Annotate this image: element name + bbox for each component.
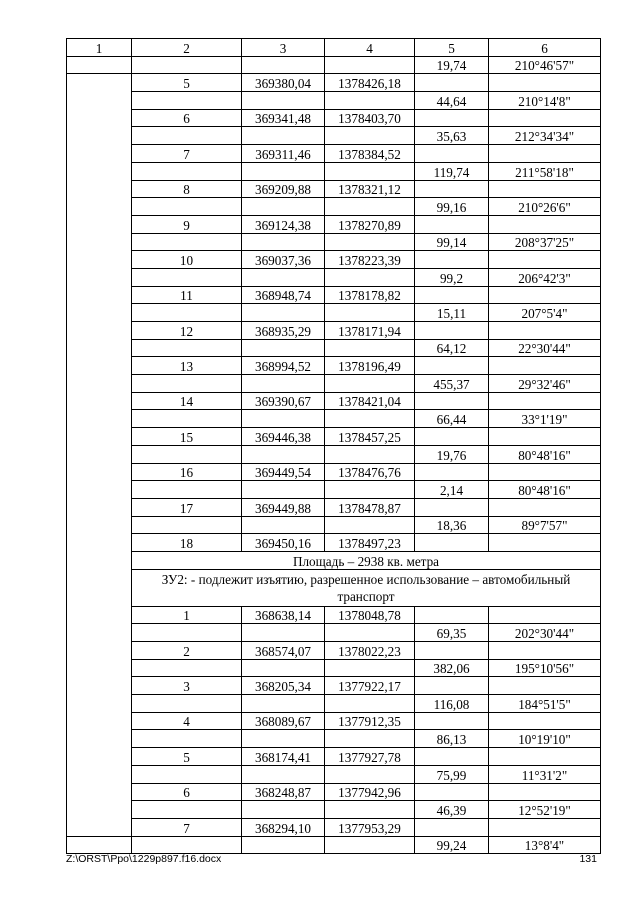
distance-cell: 19,74 [415, 56, 489, 74]
y-coordinate-cell: 1377922,17 [325, 677, 415, 695]
header-cell: 2 [132, 39, 242, 57]
point-number-cell [132, 375, 242, 393]
point-number-cell: 4 [132, 712, 242, 730]
bearing-cell: 211°58'18" [489, 162, 601, 180]
distance-cell [415, 534, 489, 552]
point-number-cell: 15 [132, 428, 242, 446]
table-row [67, 677, 601, 695]
footer-page-number: 131 [579, 853, 597, 865]
table-row [67, 534, 601, 552]
table-row [67, 410, 601, 428]
x-coordinate-cell: 369311,46 [242, 145, 325, 163]
point-number-cell [132, 339, 242, 357]
table-row [67, 198, 601, 216]
distance-cell [415, 463, 489, 481]
point-number-cell [132, 233, 242, 251]
point-number-cell [132, 481, 242, 499]
table-row [67, 481, 601, 499]
y-coordinate-cell: 1378270,89 [325, 215, 415, 233]
y-coordinate-cell: 1378403,70 [325, 109, 415, 127]
bearing-cell: 13°8'4" [489, 836, 601, 854]
coordinates-table [66, 38, 601, 854]
table-row [67, 357, 601, 375]
section-number-cell [67, 56, 132, 74]
distance-cell: 19,76 [415, 445, 489, 463]
x-coordinate-cell [242, 268, 325, 286]
table-row [67, 392, 601, 410]
table-row [67, 712, 601, 730]
x-coordinate-cell: 368205,34 [242, 677, 325, 695]
bearing-cell [489, 392, 601, 410]
table-row [67, 836, 601, 854]
bearing-cell [489, 498, 601, 516]
area-summary: Площадь – 2938 кв. метра [132, 551, 601, 569]
header-cell: 3 [242, 39, 325, 57]
bearing-cell [489, 818, 601, 836]
table-row [67, 783, 601, 801]
table-row [67, 304, 601, 322]
bearing-cell: 202°30'44" [489, 624, 601, 642]
coordinates-table-body [67, 39, 601, 854]
distance-cell [415, 109, 489, 127]
point-number-cell [132, 695, 242, 713]
bearing-cell: 210°14'8" [489, 92, 601, 110]
point-number-cell [132, 765, 242, 783]
y-coordinate-cell [325, 304, 415, 322]
bearing-cell [489, 74, 601, 92]
section-number-cell [67, 74, 132, 836]
y-coordinate-cell: 1378171,94 [325, 322, 415, 340]
x-coordinate-cell [242, 127, 325, 145]
point-number-cell [132, 268, 242, 286]
point-number-cell: 5 [132, 748, 242, 766]
distance-cell: 116,08 [415, 695, 489, 713]
point-number-cell: 7 [132, 145, 242, 163]
x-coordinate-cell: 369390,67 [242, 392, 325, 410]
x-coordinate-cell: 369124,38 [242, 215, 325, 233]
bearing-cell [489, 748, 601, 766]
point-number-cell: 3 [132, 677, 242, 695]
x-coordinate-cell [242, 765, 325, 783]
point-number-cell: 5 [132, 74, 242, 92]
bearing-cell [489, 642, 601, 660]
distance-cell: 86,13 [415, 730, 489, 748]
point-number-cell [132, 304, 242, 322]
header-cell: 5 [415, 39, 489, 57]
table-row [67, 659, 601, 677]
bearing-cell [489, 606, 601, 624]
table-row [67, 74, 601, 92]
distance-cell [415, 392, 489, 410]
bearing-cell: 29°32'46" [489, 375, 601, 393]
x-coordinate-cell: 369449,88 [242, 498, 325, 516]
x-coordinate-cell: 368574,07 [242, 642, 325, 660]
table-row [67, 428, 601, 446]
bearing-cell [489, 534, 601, 552]
y-coordinate-cell: 1378476,76 [325, 463, 415, 481]
y-coordinate-cell [325, 836, 415, 854]
point-number-cell [132, 56, 242, 74]
distance-cell [415, 606, 489, 624]
x-coordinate-cell [242, 56, 325, 74]
distance-cell [415, 712, 489, 730]
bearing-cell [489, 712, 601, 730]
table-header-row [67, 39, 601, 57]
y-coordinate-cell: 1378196,49 [325, 357, 415, 375]
y-coordinate-cell [325, 730, 415, 748]
distance-cell: 64,12 [415, 339, 489, 357]
x-coordinate-cell [242, 624, 325, 642]
bearing-cell [489, 322, 601, 340]
table-row [67, 268, 601, 286]
distance-cell [415, 286, 489, 304]
x-coordinate-cell [242, 695, 325, 713]
point-number-cell: 12 [132, 322, 242, 340]
point-number-cell [132, 730, 242, 748]
table-row [67, 339, 601, 357]
y-coordinate-cell: 1378223,39 [325, 251, 415, 269]
y-coordinate-cell [325, 481, 415, 499]
point-number-cell: 17 [132, 498, 242, 516]
distance-cell [415, 74, 489, 92]
distance-cell [415, 357, 489, 375]
distance-cell [415, 642, 489, 660]
bearing-cell: 80°48'16" [489, 481, 601, 499]
table-row [67, 642, 601, 660]
point-number-cell [132, 127, 242, 145]
area-summary-row [67, 551, 601, 569]
x-coordinate-cell [242, 730, 325, 748]
y-coordinate-cell [325, 127, 415, 145]
x-coordinate-cell [242, 410, 325, 428]
y-coordinate-cell [325, 516, 415, 534]
y-coordinate-cell: 1378426,18 [325, 74, 415, 92]
table-row [67, 180, 601, 198]
y-coordinate-cell [325, 268, 415, 286]
x-coordinate-cell: 369341,48 [242, 109, 325, 127]
distance-cell: 15,11 [415, 304, 489, 322]
section-heading: ЗУ2: - подлежит изъятию, разрешенное использование – автомобильный транспорт [132, 569, 601, 606]
table-row [67, 109, 601, 127]
table-row [67, 463, 601, 481]
bearing-cell: 195°10'56" [489, 659, 601, 677]
y-coordinate-cell [325, 56, 415, 74]
distance-cell [415, 818, 489, 836]
bearing-cell [489, 463, 601, 481]
point-number-cell [132, 92, 242, 110]
x-coordinate-cell [242, 339, 325, 357]
footer-file-path: Z:\ORST\Ppo\1229p897.f16.docx [66, 853, 222, 865]
x-coordinate-cell [242, 198, 325, 216]
bearing-cell [489, 428, 601, 446]
table-row [67, 162, 601, 180]
x-coordinate-cell: 368638,14 [242, 606, 325, 624]
y-coordinate-cell [325, 801, 415, 819]
distance-cell [415, 180, 489, 198]
bearing-cell: 212°34'34" [489, 127, 601, 145]
table-row [67, 606, 601, 624]
table-row [67, 251, 601, 269]
y-coordinate-cell [325, 445, 415, 463]
bearing-cell [489, 783, 601, 801]
distance-cell: 46,39 [415, 801, 489, 819]
bearing-cell [489, 357, 601, 375]
y-coordinate-cell [325, 233, 415, 251]
bearing-cell: 22°30'44" [489, 339, 601, 357]
table-row [67, 498, 601, 516]
y-coordinate-cell: 1378178,82 [325, 286, 415, 304]
point-number-cell [132, 801, 242, 819]
table-row [67, 322, 601, 340]
x-coordinate-cell [242, 801, 325, 819]
x-coordinate-cell [242, 162, 325, 180]
x-coordinate-cell [242, 304, 325, 322]
y-coordinate-cell [325, 339, 415, 357]
point-number-cell: 16 [132, 463, 242, 481]
distance-cell [415, 748, 489, 766]
header-cell: 6 [489, 39, 601, 57]
point-number-cell: 13 [132, 357, 242, 375]
y-coordinate-cell: 1378478,87 [325, 498, 415, 516]
table-row [67, 145, 601, 163]
y-coordinate-cell [325, 624, 415, 642]
distance-cell: 455,37 [415, 375, 489, 393]
x-coordinate-cell: 368248,87 [242, 783, 325, 801]
bearing-cell: 33°1'19" [489, 410, 601, 428]
point-number-cell: 10 [132, 251, 242, 269]
table-row [67, 127, 601, 145]
bearing-cell [489, 677, 601, 695]
distance-cell: 382,06 [415, 659, 489, 677]
bearing-cell [489, 180, 601, 198]
section-number-cell [67, 836, 132, 854]
distance-cell: 99,2 [415, 268, 489, 286]
bearing-cell [489, 286, 601, 304]
y-coordinate-cell: 1378457,25 [325, 428, 415, 446]
x-coordinate-cell: 368948,74 [242, 286, 325, 304]
x-coordinate-cell: 368294,10 [242, 818, 325, 836]
distance-cell: 119,74 [415, 162, 489, 180]
point-number-cell: 6 [132, 783, 242, 801]
distance-cell: 69,35 [415, 624, 489, 642]
y-coordinate-cell [325, 765, 415, 783]
table-row [67, 624, 601, 642]
point-number-cell [132, 410, 242, 428]
y-coordinate-cell: 1378497,23 [325, 534, 415, 552]
bearing-cell [489, 215, 601, 233]
bearing-cell [489, 251, 601, 269]
table-row [67, 286, 601, 304]
distance-cell: 44,64 [415, 92, 489, 110]
table-row [67, 375, 601, 393]
y-coordinate-cell [325, 162, 415, 180]
bearing-cell: 208°37'25" [489, 233, 601, 251]
x-coordinate-cell [242, 92, 325, 110]
y-coordinate-cell: 1377912,35 [325, 712, 415, 730]
x-coordinate-cell [242, 481, 325, 499]
bearing-cell: 184°51'5" [489, 695, 601, 713]
point-number-cell: 18 [132, 534, 242, 552]
y-coordinate-cell: 1378421,04 [325, 392, 415, 410]
x-coordinate-cell [242, 516, 325, 534]
point-number-cell [132, 836, 242, 854]
bearing-cell: 210°46'57" [489, 56, 601, 74]
table-row [67, 801, 601, 819]
x-coordinate-cell: 369380,04 [242, 74, 325, 92]
distance-cell [415, 322, 489, 340]
point-number-cell: 7 [132, 818, 242, 836]
y-coordinate-cell [325, 659, 415, 677]
distance-cell [415, 251, 489, 269]
x-coordinate-cell: 368174,41 [242, 748, 325, 766]
header-cell: 1 [67, 39, 132, 57]
bearing-cell: 210°26'6" [489, 198, 601, 216]
x-coordinate-cell [242, 836, 325, 854]
x-coordinate-cell: 369449,54 [242, 463, 325, 481]
table-row [67, 92, 601, 110]
y-coordinate-cell [325, 198, 415, 216]
point-number-cell [132, 624, 242, 642]
point-number-cell: 2 [132, 642, 242, 660]
x-coordinate-cell: 369450,16 [242, 534, 325, 552]
table-row [67, 215, 601, 233]
point-number-cell: 8 [132, 180, 242, 198]
distance-cell [415, 145, 489, 163]
y-coordinate-cell: 1378022,23 [325, 642, 415, 660]
y-coordinate-cell: 1378384,52 [325, 145, 415, 163]
distance-cell: 99,24 [415, 836, 489, 854]
table-row [67, 748, 601, 766]
section-heading-row [67, 569, 601, 606]
x-coordinate-cell [242, 375, 325, 393]
x-coordinate-cell: 368994,52 [242, 357, 325, 375]
y-coordinate-cell [325, 695, 415, 713]
y-coordinate-cell: 1377942,96 [325, 783, 415, 801]
distance-cell: 18,36 [415, 516, 489, 534]
point-number-cell: 9 [132, 215, 242, 233]
x-coordinate-cell: 368935,29 [242, 322, 325, 340]
distance-cell: 75,99 [415, 765, 489, 783]
bearing-cell: 206°42'3" [489, 268, 601, 286]
x-coordinate-cell: 369446,38 [242, 428, 325, 446]
distance-cell [415, 498, 489, 516]
table-row [67, 445, 601, 463]
distance-cell: 99,16 [415, 198, 489, 216]
distance-cell [415, 783, 489, 801]
y-coordinate-cell: 1377927,78 [325, 748, 415, 766]
bearing-cell: 12°52'19" [489, 801, 601, 819]
bearing-cell [489, 145, 601, 163]
distance-cell: 35,63 [415, 127, 489, 145]
y-coordinate-cell [325, 92, 415, 110]
x-coordinate-cell [242, 659, 325, 677]
x-coordinate-cell [242, 445, 325, 463]
header-cell: 4 [325, 39, 415, 57]
distance-cell: 66,44 [415, 410, 489, 428]
x-coordinate-cell: 368089,67 [242, 712, 325, 730]
distance-cell: 2,14 [415, 481, 489, 499]
x-coordinate-cell [242, 233, 325, 251]
table-row [67, 695, 601, 713]
table-row [67, 233, 601, 251]
distance-cell [415, 215, 489, 233]
distance-cell [415, 428, 489, 446]
point-number-cell: 6 [132, 109, 242, 127]
bearing-cell: 207°5'4" [489, 304, 601, 322]
bearing-cell: 11°31'2" [489, 765, 601, 783]
bearing-cell [489, 109, 601, 127]
distance-cell [415, 677, 489, 695]
y-coordinate-cell [325, 410, 415, 428]
y-coordinate-cell: 1377953,29 [325, 818, 415, 836]
x-coordinate-cell: 369037,36 [242, 251, 325, 269]
point-number-cell: 11 [132, 286, 242, 304]
table-row [67, 730, 601, 748]
bearing-cell: 80°48'16" [489, 445, 601, 463]
x-coordinate-cell: 369209,88 [242, 180, 325, 198]
point-number-cell: 14 [132, 392, 242, 410]
y-coordinate-cell: 1378321,12 [325, 180, 415, 198]
point-number-cell [132, 516, 242, 534]
table-row [67, 765, 601, 783]
point-number-cell [132, 659, 242, 677]
bearing-cell: 10°19'10" [489, 730, 601, 748]
point-number-cell [132, 162, 242, 180]
bearing-cell: 89°7'57" [489, 516, 601, 534]
distance-cell: 99,14 [415, 233, 489, 251]
y-coordinate-cell: 1378048,78 [325, 606, 415, 624]
table-row [67, 56, 601, 74]
point-number-cell [132, 445, 242, 463]
point-number-cell: 1 [132, 606, 242, 624]
y-coordinate-cell [325, 375, 415, 393]
table-row [67, 516, 601, 534]
point-number-cell [132, 198, 242, 216]
table-row [67, 818, 601, 836]
